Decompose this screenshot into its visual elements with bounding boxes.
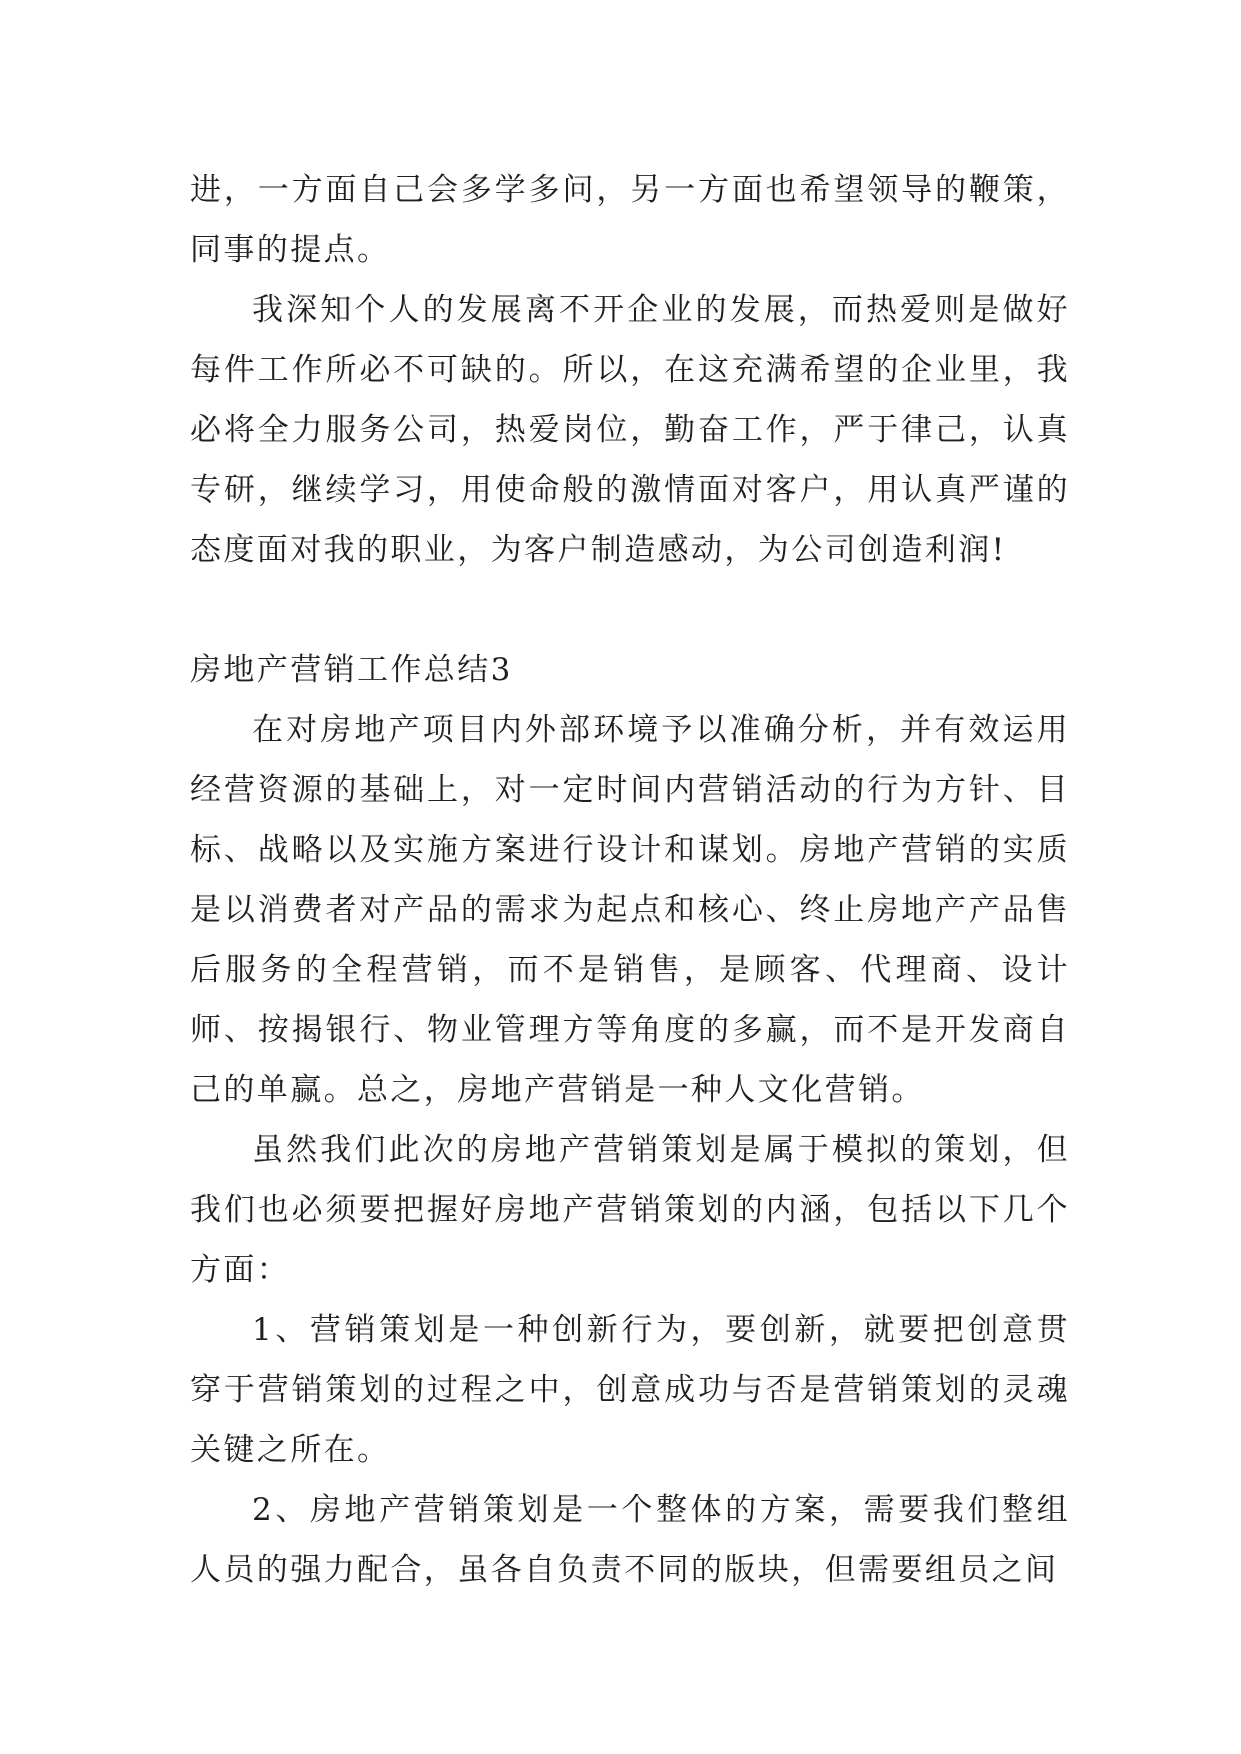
document-body [190, 160, 1070, 1600]
paragraph-intro: 虽然我们此次的房地产营销策划是属于模拟的策划，但我们也必须要把握好房地产营销策划的内涵，包括以下几个方面： [190, 1132, 1070, 1288]
list-item-1: 1、营销策划是一种创新行为，要创新，就要把创意贯穿于营销策划的过程之中，创意成功与否是营销策划的灵魂关键之所在。 [190, 1312, 1070, 1468]
section-heading: 房地产营销工作总结3 [190, 652, 513, 688]
paragraph-definition: 在对房地产项目内外部环境予以准确分析，并有效运用经营资源的基础上，对一定时间内营销活动的行为方针、目标、战略以及实施方案进行设计和谋划。房地产营销的实质是以消费者对产品的需求为起点和核心、终止房地产产品售后服务的全程营销，而不是销售，是顾客、代理商、设计师、按揭银行、物业管理方等角度的多赢，而不是开发商自己的单赢。总之，房地产营销是一种人文化营销。 [190, 712, 1070, 1108]
list-item-2: 2、房地产营销策划是一个整体的方案，需要我们整组人员的强力配合，虽各自负责不同的版块，但需要组员之间 [190, 1492, 1070, 1588]
paragraph-commitment: 我深知个人的发展离不开企业的发展，而热爱则是做好每件工作所必不可缺的。所以，在这充满希望的企业里，我必将全力服务公司，热爱岗位，勤奋工作，严于律己，认真专研，继续学习，用使命般的激情面对客户，用认真严谨的态度面对我的职业，为客户制造感动，为公司创造利润! [190, 292, 1070, 568]
paragraph-continuation: 进，一方面自己会多学多问，另一方面也希望领导的鞭策，同事的提点。 [190, 172, 1070, 268]
